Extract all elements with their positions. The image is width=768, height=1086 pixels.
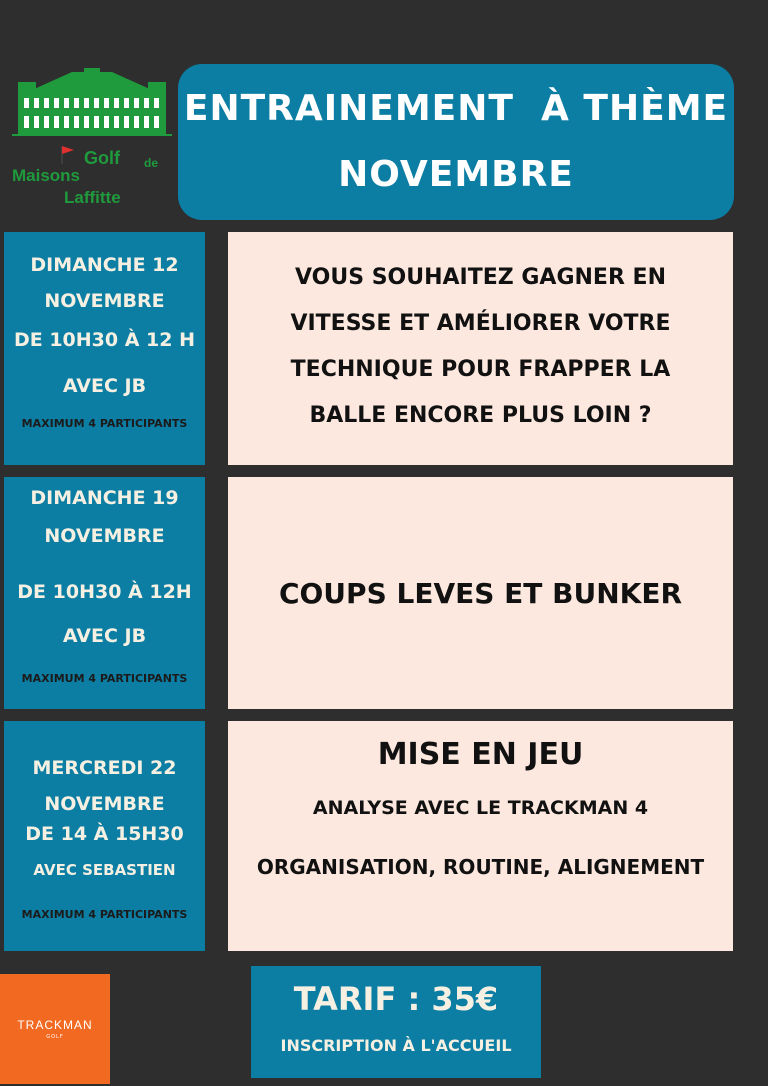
tarif-price: TARIF : 35€ xyxy=(293,980,499,1018)
session-1-schedule xyxy=(4,232,205,465)
logo-maisons-text: Maisons xyxy=(12,166,81,185)
session-1-day: DIMANCHE 12 xyxy=(30,254,179,276)
session-3-sub-2: ORGANISATION, ROUTINE, ALIGNEMENT xyxy=(256,855,705,879)
session-1-desc-line-4: BALLE ENCORE PLUS LOIN ? xyxy=(309,403,652,428)
session-3-day: MERCREDI 22 xyxy=(32,757,177,779)
session-1-month: NOVEMBRE xyxy=(44,290,165,312)
session-3-month: NOVEMBRE xyxy=(44,793,165,815)
session-3-time: DE 14 À 15H30 xyxy=(25,823,184,845)
session-1-description xyxy=(228,232,733,465)
session-2-desc: COUPS LEVES ET BUNKER xyxy=(278,577,683,610)
session-2-day: DIMANCHE 19 xyxy=(30,487,179,509)
tarif-box xyxy=(251,966,541,1078)
trackman-logo xyxy=(0,974,110,1084)
trackman-name: TRACKMAN xyxy=(17,1018,93,1032)
session-2-capacity: MAXIMUM 4 PARTICIPANTS xyxy=(21,672,188,685)
title-banner xyxy=(178,64,734,220)
golf-maisons-laffitte-logo xyxy=(12,68,172,210)
title-line-1: ENTRAINEMENT À THÈME xyxy=(183,88,729,129)
session-3-coach: AVEC SEBASTIEN xyxy=(33,861,176,879)
session-1-desc-line-1: VOUS SOUHAITEZ GAGNER EN xyxy=(294,265,666,290)
logo-de-text: de xyxy=(144,156,159,170)
tarif-note: INSCRIPTION À L'ACCUEIL xyxy=(280,1036,512,1055)
golf-flag-icon xyxy=(58,144,78,166)
session-1-time: DE 10H30 À 12 H xyxy=(13,329,196,351)
session-1-coach: AVEC JB xyxy=(62,375,147,397)
session-3-heading: MISE EN JEU xyxy=(377,737,584,772)
title-line-2: NOVEMBRE xyxy=(338,154,574,195)
session-3-capacity: MAXIMUM 4 PARTICIPANTS xyxy=(21,908,188,921)
session-2-description xyxy=(228,477,733,709)
session-3-schedule xyxy=(4,721,205,951)
session-1-capacity: MAXIMUM 4 PARTICIPANTS xyxy=(21,417,188,430)
session-2-month: NOVEMBRE xyxy=(44,525,165,547)
session-3-sub-1: ANALYSE AVEC LE TRACKMAN 4 xyxy=(312,797,649,819)
logo-laffitte-text: Laffitte xyxy=(64,188,121,207)
session-3-description xyxy=(228,721,733,951)
trackman-sub: GOLF xyxy=(46,1034,64,1040)
session-2-coach: AVEC JB xyxy=(62,625,147,647)
session-2-schedule xyxy=(4,477,205,709)
logo-golf-text: Golf xyxy=(84,148,120,168)
session-1-desc-line-3: TECHNIQUE POUR FRAPPER LA xyxy=(290,357,671,382)
session-2-time: DE 10H30 À 12H xyxy=(17,581,192,603)
chateau-icon xyxy=(12,68,172,140)
session-1-desc-line-2: VITESSE ET AMÉLIORER VOTRE xyxy=(290,311,671,336)
